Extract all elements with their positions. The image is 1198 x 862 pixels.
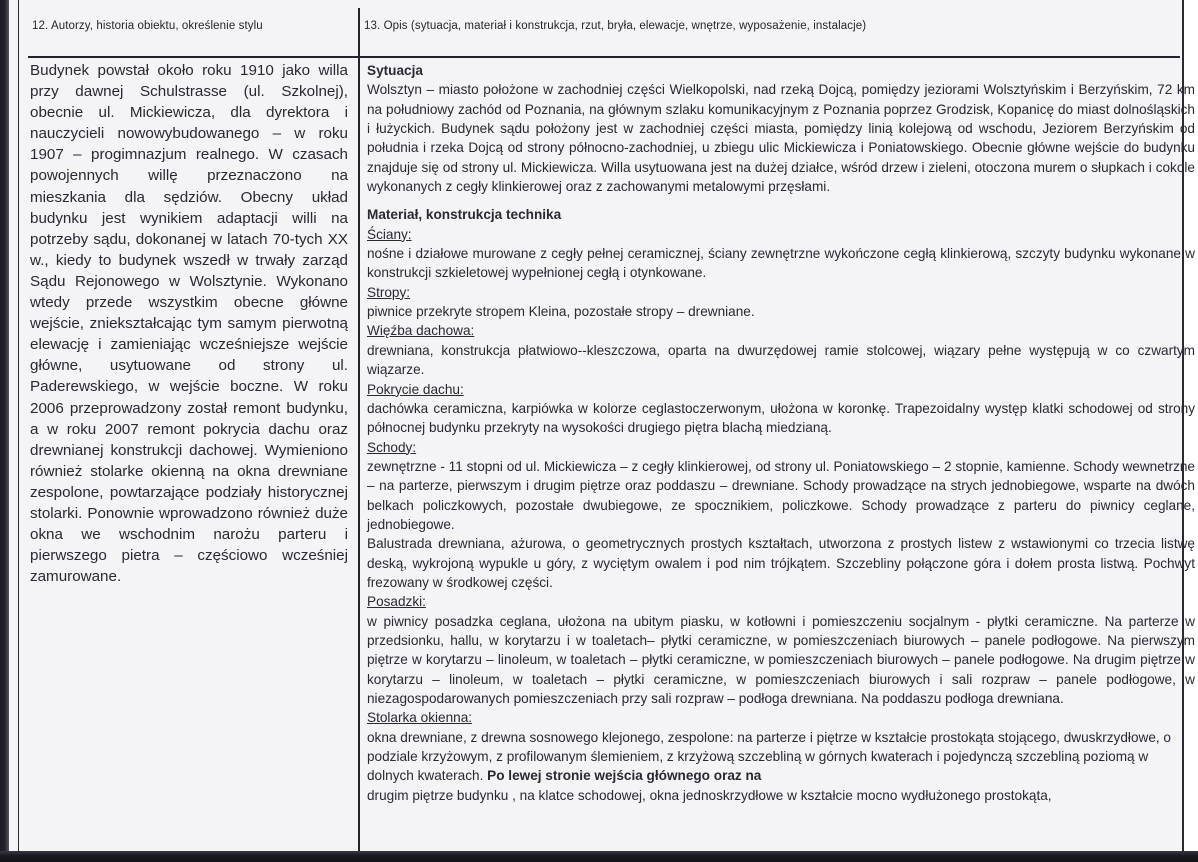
field-12-body-text: Budynek powstał około roku 1910 jako willa przy dawnej Schulstrasse (ul. Szkolnej), obecnie ul. Mickiewicza, dla dyrektora i nauczycieli nowowybudowanego – w roku 1907 – progimnazjum realnego. W czasach powojennych willę przeznaczono na mieszkania dla sędziów. Obecny układ budynku jest wynikiem adaptacji willi na potrzeby sądu, dokonanej w latach 70-tych XX w., kiedy to budynek wszedł w trwały zarząd Sądu Rejonowego w Wolsztynie. Wykonano wtedy przede wszystkim obecne główne wejście, zniekształcając tym samym pierwotną elewację i zamieniając wcześniejsze wejście główne, usytuowane od strony ul. Paderewskiego, w wejście boczne. W roku 2006 przeprowadzony został remont budynku, a w roku 2007 remont pokrycia dachu oraz drewnianej konstrukcji dachowej. Wymieniono również stolarke okienną na okna drewniane zespolone, powtarzające podziały historycznej stolarki. Ponownie wprowadzono również duże okna we wschodnim narożu parteru i pierwszego pietra – częściowo wcześniej zamurowane. — [30, 62, 348, 586]
subsection-text-stropy: piwnice przekryte stropem Kleina, pozostałe stropy – drewniane. — [367, 304, 755, 320]
stolarka-text-part1: okna drewniane, z drewna sosnowego klejonego, zespolone: na parterze i piętrze w kształcie prostokąta stojącego, dwuskrzydłowe, o podziale krzyżowym, z profilowanym ślemieniem, z krzyżową szczebliną w górnych kwaterach i pojedynczą szczebliną poziomą w dolnych kwaterach. — [367, 729, 1171, 784]
subsection-text-stolarka-okienna-cont: drugim piętrze budynku , na klatce schodowej, okna jednoskrzydłowe w kształcie mocno wydłużonego prostokąta, — [367, 787, 1052, 803]
subsection-text-sciany: nośne i działowe murowane z cegły pełnej ceramicznej, ściany zewnętrzne wykończone cegłą klinkierową, szczyty budynku wykonane w konstrukcji szkieletowej wypełnionej cegłą i otynkowane. — [367, 246, 1195, 281]
subsection-text-schody-balustrada: Balustrada drewniana, ażurowa, o geometrycznych prostych kształtach, utworzona z prostych listew z wstawionymi co trzecia listwę deską, wykrojoną wypukle u góry, z wyciętym owalem i pod nim trójkątem. Szczebliny połączone góra i dołem prosta listwą. Pochwyt frezowany w środkowej części. — [367, 536, 1195, 590]
subsection-text-wiezba-dachowa: drewniana, konstrukcja płatwiowo--kleszczowa, oparta na dwurzędowej ramie stolcowej, wiązary pełne występują w co czwartym wiązarze. — [367, 342, 1195, 378]
form-sheet — [19, 0, 1195, 851]
field-12-column — [30, 60, 348, 587]
column-vertical-divider — [358, 8, 360, 851]
section-body-sytuacja: Wolsztyn – miasto położone w zachodniej części Wielkopolski, nad rzeką Dojcą, pomiędzy jeziorami Wolsztyńskim i Berzyńskim, 72 km na południowy zachód od Poznania, na głównym szlaku komunikacyjnym z Poznania poprzez Grodzisk, Kopanicę do miast dolnośląskich i łużyckich. Budynek sądu położony jest w zachodniej części miasta, pomiędzy linią kolejową od wschodu, Jeziorem Berzyńskim od południa i rzeka Dojcą od strony północno-zachodniej, u zbiegu ulic Mickiewicza i Poniatowskiego. Obecnie główne wejście do budynku znajduje się od strony ul. Mickiewicza. Willa usytuowana jest na dużej działce, wśród drzew i zieleni, otoczona murem o słupkach i cokole wykonanych z cegły klinkierowej oraz z zachowanymi metalowymi przęsłami. — [367, 82, 1195, 195]
subsection-label-wiezba-dachowa: Więźba dachowa: — [367, 323, 475, 339]
field-header-row — [19, 0, 1182, 38]
subsection-text-posadzki: w piwnicy posadzka ceglana, ułożona na ubitym piasku, w kotłowni i pomieszczeniu socjalnym - płytki ceramiczne. Na parterze w przedsionku, hallu, w korytarzu i w toaletach– płytki ceramiczne, w pomieszczeniach biurowych – panele podłogowe. Na pierwszym piętrze w korytarzu – linoleum, w toaletach – płytki ceramiczne, w pomieszczeniach biurowych – panele podłogowe. Na drugim piętrze w korytarzu – linoleum, w toaletach – płytki ceramiczne, w pomieszczeniach biurowych i sali rozpraw – panele podłogowe, w niezagospodarowanych pomieszczeniach przy sali rozpraw – podłoga drewniana. Na poddaszu podłoga drewniana. — [367, 613, 1195, 706]
field-13-column — [367, 61, 1195, 805]
scanner-edge-bottom — [0, 851, 1198, 862]
section-heading-sytuacja: Sytuacja — [367, 63, 423, 78]
subsection-text-pokrycie-dachu: dachówka ceramiczna, karpiówka w kolorze ceglastoczerwonym, ułożona w koronkę. Trapezoidalny występ klatki schodowej od strony północnej budynku przekryty na wysokości drugiego piętra blachą miedzianą. — [367, 400, 1195, 436]
section-heading-material-konstrukcja: Materiał, konstrukcja technika — [367, 207, 562, 223]
subsection-label-schody: Schody: — [367, 439, 417, 455]
header-horizontal-rule — [28, 56, 1180, 58]
scanner-edge-left — [0, 0, 9, 862]
subsection-text-stolarka-okienna — [367, 728, 1195, 786]
subsection-label-sciany: Ściany: — [367, 226, 412, 242]
subsection-label-pokrycie-dachu: Pokrycie dachu: — [367, 381, 464, 397]
stolarka-text-emphasis: Po lewej stronie wejścia głównego oraz na — [487, 768, 762, 784]
subsection-label-stolarka-okienna: Stolarka okienna: — [367, 710, 473, 726]
field-13-header-label: 13. Opis (sytuacja, materiał i konstrukcja, rzut, bryła, elewacje, wnętrze, wyposażenie, instalacje) — [364, 20, 867, 32]
subsection-text-schody: zewnętrzne - 11 stopni od ul. Mickiewicza – z cegły klinkierowej, od strony ul. Poniatowskiego – 2 stopnie, kamienne. Schody wewnetrzne – na parterze, pierwszym i drugim piętrze oraz poddaszu – drewniane. Schody prowadzące na strych jednobiegowe, wsparte na dwóch belkach policzkowych, pozostałe dwubiegowe, ze spocznikiem, policzkowe. Schody prowadzące z parteru do piwnicy ceglane, jednobiegowe. — [367, 458, 1195, 532]
subsection-label-stropy: Stropy: — [367, 284, 411, 300]
field-12-header-label: 12. Autorzy, historia obiektu, określenie stylu — [32, 20, 263, 32]
section-gap — [367, 196, 1195, 205]
subsection-label-posadzki: Posadzki: — [367, 594, 426, 610]
